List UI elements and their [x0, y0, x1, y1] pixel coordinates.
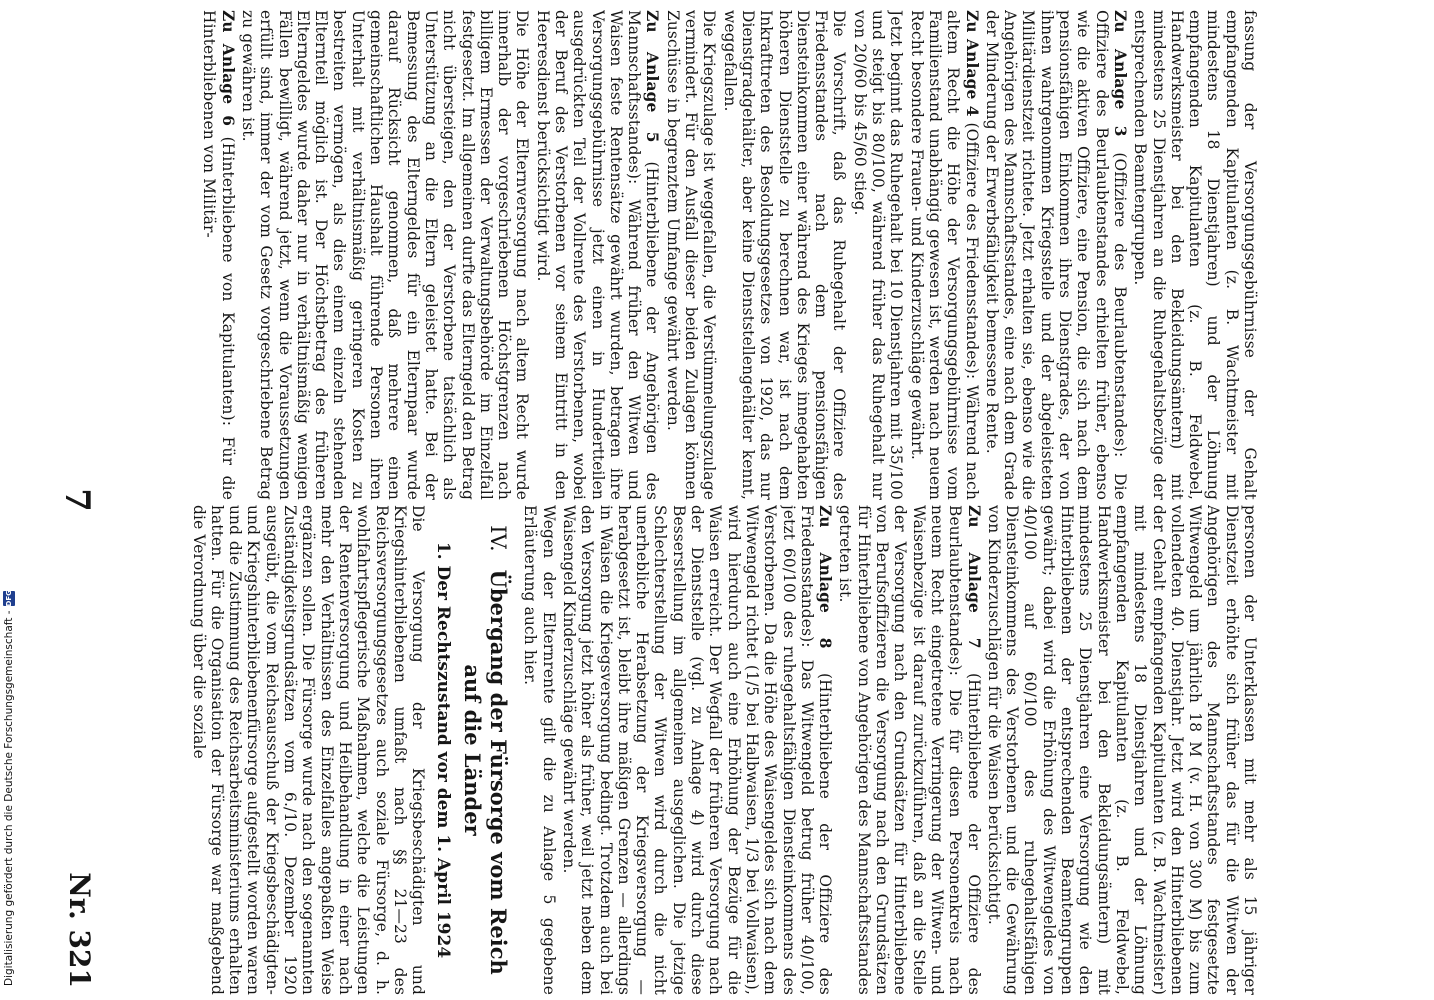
paragraph [985, 505, 1259, 995]
paragraph-text: (Hinterbliebene der Angehörigen des Mannschaftsstandes): Während früher den Witwen und Waisen feste Rentensätze gewährt wurden, betragen ihre Versorgungsgebührnisse jetzt einen in Hundertteilen ausgedrückten Teil der Vollrente des Verstorbenen, wobei der Beruf des Verstorbenen vor seinem Eintritt in den Heeresdienst berücksichtigt wird. [533, 10, 662, 500]
section-roman-numeral: IV. [486, 525, 511, 552]
paragraph [836, 505, 982, 995]
paragraph-text: Die Kriegszulage ist weggefallen, die Verstümmelungszulage vermindert. Für den Ausfall dieser beiden Zulagen können Zuschüsse in begrenztem Umfange gewährt werden. [663, 10, 719, 500]
paragraph-text: Die Vorschrift, daß das Ruhegehalt der Offiziere des Friedensstandes nach dem pensionsfähigen Diensteinkommen einer während des Krieges innegehabten höheren Dienststelle zu berechnen war, ist nach dem Inkrafttreten des Besoldungsgesetzes von 1920, das nur Dienstgradgehälter, aber keine Dienststellengehälter kennt, weggefallen. [720, 10, 849, 500]
paragraph-label: Zu Anlage 4 [962, 10, 981, 117]
paragraph-text: (Offiziere des Beurlaubtenstandes): Die Offiziere des Beurlaubtenstandes erhielten früher, ebenso wie die aktiven Offiziere, eine Pension, die sich nach dem pensionsfähigen Einkommen ihres Dienstgrades, der von ihnen wahrgenommen Kriegsstelle und der abgeleisteten Militärdienstzeit richtete. Jetzt erhalten sie, ebenso wie die Angehörigen des Mannschaftsstandes, eine nach dem Grade der Minderung der Erwerbsfähigkeit bemessene Rente. [982, 10, 1129, 500]
paragraph-label: Zu Anlage 5 [643, 10, 662, 143]
paragraph-text: (Offiziere des Friedensstandes): Während nach altem Recht die Höhe der Versorgungsgebührnisse vom Familienstand unabhängig gewesen ist, werden nach neuem Recht besondere Frauen- und Kinderzuschläge gewährt. [907, 10, 981, 500]
paragraph-label: Zu Anlage 7 [964, 505, 983, 649]
paragraph [200, 10, 237, 500]
paragraph-text: Die Höhe der Elternversorgung nach altem Recht wurde innerhalb der vorgeschriebenen Höchstgrenzen nach billigem Ermessen der Verwaltungsbehörde im Einzelfall festgesetzt. Im allgemeinen durfte das Elterngeld den Betrag nicht übersteigen, den der Verstorbene tatsächlich als Unterstützung an die Eltern geleistet hatte. Bei der Bemessung des Elterngeldes für ein Elternpaar wurde darauf Rücksicht genommen, daß mehrere einen gemeinschaftlichen Haushalt führende Personen ihren Unterhalt mit verhältnismäßig geringeren Kosten zu bestreiten vermögen, als dies einem einzeln stehenden Elternteil möglich ist. Der Höchstbetrag des früheren Elterngeldes wurde daher nur in verhältnismäßig wenigen Fällen bewilligt, während jetzt, wenn die Voraussetzungen erfüllt sind, immer der vom Gesetz vorgeschriebene Betrag zu gewähren ist. [238, 10, 532, 500]
section-title: Übergang der Fürsorge vom Reich auf die Länder [460, 569, 512, 975]
paragraph-label: Zu Anlage 8 [816, 505, 835, 649]
paragraph [720, 10, 848, 500]
paragraph-text: Die Versorgung der Kriegsbeschädigten und Kriegshinterbliebenen umfaßt nach §§ 21—23 des Reichsversorgungsgesetzes auch soziale Fürsorge, d. h. wohlfahrtspflegerische Maßnahmen, welche die Leistungen der Rentenversorgung und Heilbehandlung in einer nach mehr den Verhältnissen des Einzelfalles angepaßten Weise ergänzen sollen. Die Fürsorge wurde nach den sogenannten Zuständigkeitsgrundsätzen vom 6./10. Dezember 1920 ausgeübt, die vom Reichsausschuß der Kriegsbeschädigten- und Kriegshinterbliebenenfürsorge aufgestellt worden waren und die Zustimmung des Reichsarbeitsministeriums erhalten hatten. Für die Organisation der Fürsorge war maßgebend die Verordnung über die soziale [189, 505, 428, 995]
left-column [174, 10, 1259, 500]
digitization-footer [2, 6, 16, 986]
subsection-heading: 1. Der Rechtszustand vor dem 1. April 1924 [433, 541, 454, 959]
paragraph [521, 505, 558, 995]
paragraph-text: fassung der Versorgungsgebührnisse der Gehalt empfangenden Kapitulanten (z. B. Wachtmeister mit mindestens 18 Dienstjahren) und der Löhnung empfangenden Kapitulanten (z. B. Feldwebel, Handwerksmeister bei den Bekleidungsämtern) mit mindestens 25 Dienstjahren an die Ruhegehaltsbezüge der entsprechenden Beamtengruppen. [1131, 10, 1259, 500]
paragraph [533, 10, 661, 500]
issue-number: Nr. 321 [63, 872, 96, 988]
paragraph-text: (Hinterbliebene der Offiziere des Friedensstandes): Das Witwengeld betrug früher 40/100, jetzt 60/100 des ruhegehaltsfähigen Diensteinkommens des Verstorbenen. Da die Höhe des Waisengeldes sich nach dem Witwengeld richtet (1/5 bei Halbwaisen, 1/3 bei Vollwaisen), wird hierdurch auch eine Erhöhung der Bezüge für die Waisen erreicht. Der Wegfall der früheren Versorgung nach der Dienststelle (vgl. zu Anlage 4) wird durch diese Besserstellung im allgemeinen ausgeglichen. Die jetzige Schlechterstellung der Witwen wird durch die nicht unerhebliche Herabsetzung der Kriegsversorgung — herabgesetzt ist, bleibt ihre mäßigen Grenzen — allerdings in Waisen die Kriegsversorgung bedingt. Trotzdem auch bei den Versorgung jetzt höher als früher, weil jetzt neben dem Waisengeld Kinderzuschläge gewährt werden. [560, 505, 835, 995]
paragraph [560, 505, 834, 995]
paragraph [850, 10, 905, 500]
paragraph-text: Jetzt beginnt das Ruhegehalt bei 10 Dienstjahren mit 35/100 und steigt bis 80/100, während früher das Ruhegehalt nur von 20/60 bis 45/60 stieg. [850, 10, 906, 500]
right-column-section [189, 505, 427, 995]
footer-strip [0, 0, 20, 1000]
paragraph [239, 10, 532, 500]
paragraph-label: Zu Anlage 6 [218, 10, 237, 127]
paragraph [983, 10, 1129, 500]
right-column [174, 505, 1259, 995]
footer-text: Digitalisierung gefördert durch die Deutsche Forschungsgemeinschaft - [3, 610, 15, 986]
paragraph [189, 505, 427, 995]
right-column-intro [521, 505, 1259, 995]
paragraph [664, 10, 719, 500]
section-heading [459, 505, 511, 995]
paragraph [1131, 10, 1259, 500]
paragraph-text: (Hinterbliebene der Offiziere des Beurlaubtenstandes): Die für diesen Personenkreis nach neuem Recht eingetretene Verringerung der Witwen- und Waisenbezüge ist darauf zurückzuführen, daß an die Stelle der Versorgung nach den Grundsätzen für Hinterbliebene von Berufsoffizieren die Versorgung nach den Grundsätzen für Hinterbliebene von Angehörigen des Mannschaftsstandes getreten ist. [836, 505, 983, 995]
paragraph-text: (Hinterbliebene von Kapitulanten): Für die Hinterbliebenen von Militär- [200, 10, 237, 500]
page-number: 7 [57, 488, 97, 512]
paragraph-label: Zu Anlage 3 [1110, 10, 1129, 137]
paragraph [907, 10, 980, 500]
dfg-logo-icon: DFG [5, 590, 13, 607]
paragraph-text: personen der Unterklassen mit mehr als 15 jähriger Dienstzeit erhöhte sich früher das für die Witwen der Angehörigen des Mannschaftsstandes festgesetzte Witwengeld um jährlich 18 M (v. H. von 300 M) bis zum vollendeten 40. Dienstjahr. Jetzt wird den Hinterbliebenen der Gehalt empfangenden Kapitulanten (z. B. Wachtmeister) mit mindestens 18 Dienstjahren und der Löhnung empfangenden Kapitulanten (z. B. Feldwebel, Handwerksmeister bei den Bekleidungsämtern) mit mindestens 25 Dienstjahren eine Versorgung wie den Hinterbliebenen der entsprechenden Beamtengruppen gewährt; dabei wird die Erhöhung des Witwengeldes von 40/100 auf 60/100 des ruhegehaltsfähigen Diensteinkommens des Verstorbenen und die Gewährung von Kinderzuschlägen für die Waisen berücksichtigt. [984, 505, 1259, 995]
paragraph-text: Wegen der Elternrente gilt die zu Anlage 5 gegebene Erläuterung auch hier. [521, 505, 558, 995]
